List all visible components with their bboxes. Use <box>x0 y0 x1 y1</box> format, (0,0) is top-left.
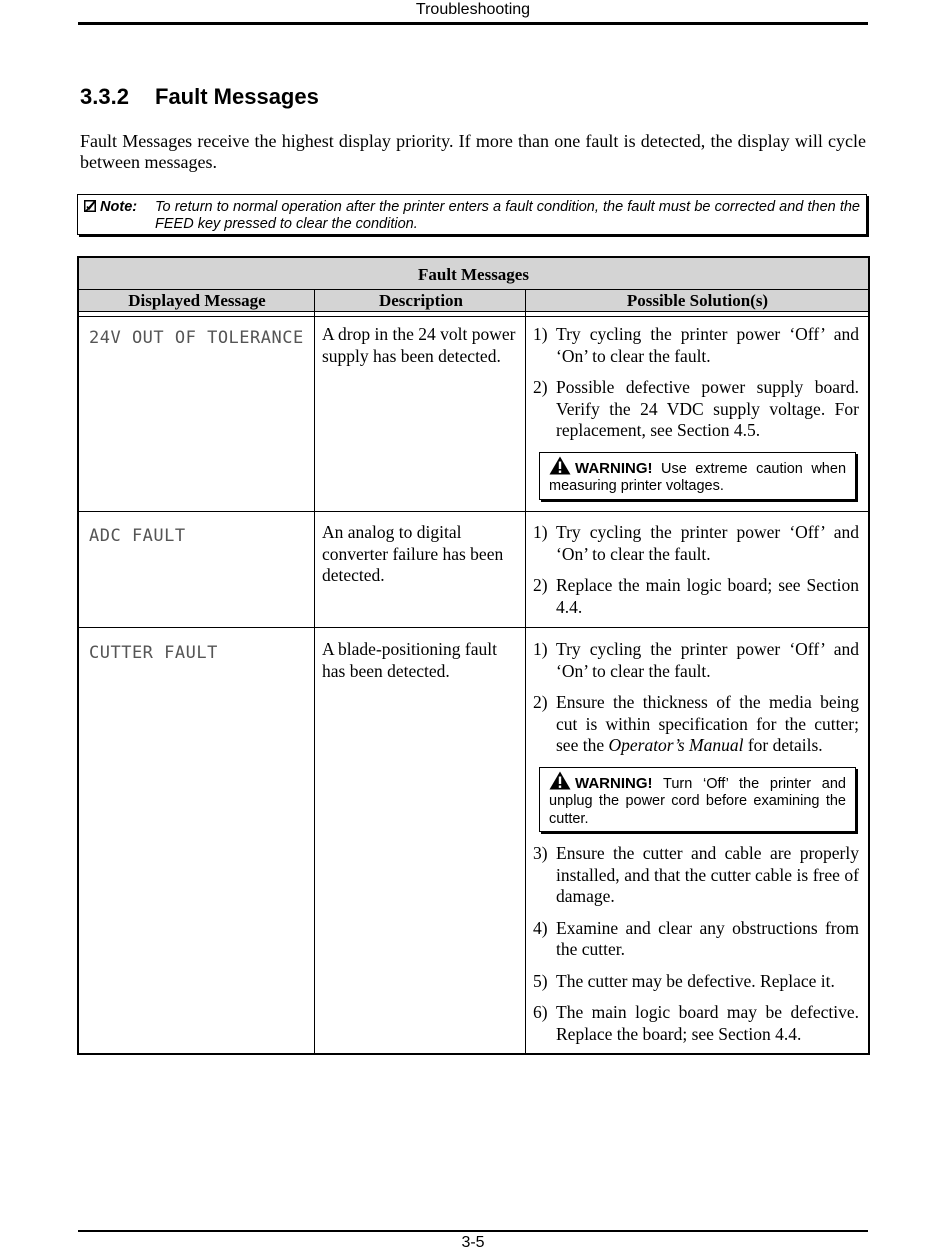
row-divider <box>79 511 868 512</box>
solution-step: 2) Ensure the thickness of the media being cut is within specification for the cutter; see the Operator’s Manual for details. <box>533 692 859 755</box>
table-header-row <box>79 290 868 311</box>
solution-step: 5) The cutter may be defective. Replace it. <box>533 970 835 991</box>
column-divider <box>314 290 315 1053</box>
fault-description: A drop in the 24 volt power supply has been detected. <box>322 324 516 366</box>
table-title: Fault Messages <box>79 258 868 290</box>
section-title: Fault Messages <box>155 84 319 109</box>
solution-step: 2) Possible defective power supply board. Verify the 24 VDC supply voltage. For replacement, see Section 4.5. <box>533 377 859 440</box>
solution-step: 1) Try cycling the printer power ‘Off’ and ‘On’ to clear the fault. <box>533 522 859 564</box>
displayed-message: 24V OUT OF TOLERANCE <box>89 328 304 348</box>
header-divider <box>79 311 868 317</box>
warning-icon <box>549 456 571 475</box>
warning-box <box>539 452 856 500</box>
possible-solutions <box>533 522 859 628</box>
fault-description: An analog to digital converter failure has been detected. <box>322 522 504 585</box>
warning-label: WARNING! <box>575 459 653 477</box>
solution-step: 1) Try cycling the printer power ‘Off’ and ‘On’ to clear the fault. <box>533 639 859 681</box>
column-divider <box>525 290 526 1053</box>
running-header: Troubleshooting <box>78 0 868 25</box>
possible-solutions <box>533 639 859 1055</box>
section-heading <box>80 84 319 110</box>
warning-icon <box>549 771 571 790</box>
fault-messages-table <box>77 256 870 1055</box>
solution-step: 6) The main logic board may be defective. Replace the board; see Section 4.4. <box>533 1002 859 1044</box>
warning-text: Use extreme caution when measuring printer voltages. <box>549 460 847 494</box>
note-text: To return to normal operation after the printer enters a fault condition, the fault must be corrected and then the FEED key pressed to clear the condition. <box>155 199 860 232</box>
solution-step: 2) Replace the main logic board; see Section 4.4. <box>533 575 859 617</box>
warning-box <box>539 767 856 833</box>
fault-description: A blade-positioning fault has been detected. <box>322 639 497 681</box>
column-header-displayed-message: Displayed Message <box>128 291 266 310</box>
warning-label: WARNING! <box>575 774 653 792</box>
intro-paragraph: Fault Messages receive the highest display priority. If more than one fault is detected, the display will cycle between messages. <box>80 131 866 172</box>
solution-step: 1) Try cycling the printer power ‘Off’ and ‘On’ to clear the fault. <box>533 324 859 366</box>
column-header-description: Description <box>378 291 464 310</box>
possible-solutions <box>533 324 859 511</box>
solution-step: 3) Ensure the cutter and cable are properly installed, and that the cutter cable is free of damage. <box>533 843 859 906</box>
page-number: 3-5 <box>78 1230 868 1253</box>
column-header-possible-solutions: Possible Solution(s) <box>626 291 769 310</box>
displayed-message: CUTTER FAULT <box>89 643 218 663</box>
displayed-message: ADC FAULT <box>89 526 186 546</box>
manual-reference: Operator’s Manual <box>608 735 744 755</box>
checked-box-icon <box>84 200 96 212</box>
warning-text: Turn ‘Off’ the printer and unplug the power cord before examining the cutter. <box>549 775 846 827</box>
note-label <box>84 199 137 215</box>
section-number: 3.3.2 <box>80 84 129 109</box>
solution-step: 4) Examine and clear any obstructions from the cutter. <box>533 917 859 959</box>
note-box <box>77 194 867 235</box>
note-label-text: Note: <box>100 199 138 215</box>
